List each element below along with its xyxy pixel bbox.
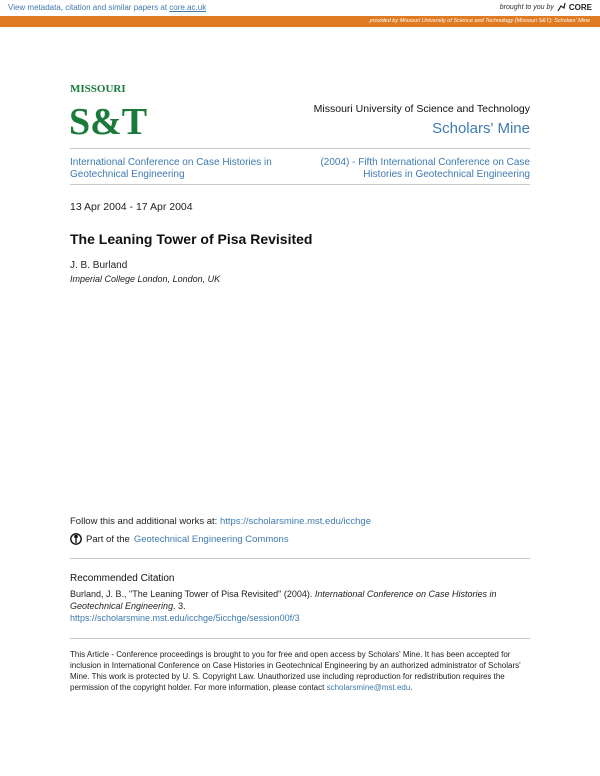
- part-of-label: Part of the: [86, 533, 130, 545]
- conference-date: 13 Apr 2004 - 17 Apr 2004: [70, 201, 193, 213]
- collections-divider: [70, 184, 530, 185]
- network-logo-icon: [70, 533, 82, 545]
- citation-block: [70, 588, 530, 624]
- follow-line: [70, 516, 371, 527]
- citation-journal: International Conference on Case Histories in Geotechnical Engineering: [70, 589, 497, 611]
- repository-name[interactable]: Scholars' Mine: [432, 120, 530, 137]
- notice-end: .: [410, 683, 413, 692]
- core-metadata-text: [8, 3, 206, 12]
- access-notice: [70, 649, 530, 693]
- collection-right-line1: (2004) - Fifth International Conference on Case: [320, 157, 530, 168]
- header-divider: [70, 148, 530, 149]
- commons-link[interactable]: Geotechnical Engineering Commons: [133, 533, 289, 545]
- missouri-st-logo: [69, 82, 148, 143]
- follow-label: Follow this and additional works at:: [70, 516, 218, 527]
- institution-name: Missouri University of Science and Technology: [313, 103, 530, 115]
- core-metadata-label: View metadata, citation and similar papers at: [8, 3, 168, 12]
- logo-main-text: S&T: [69, 101, 148, 143]
- brought-by-text: brought to you by: [499, 3, 554, 11]
- citation-heading: Recommended Citation: [70, 573, 175, 584]
- core-branding[interactable]: [500, 2, 592, 12]
- citation-divider: [70, 558, 530, 559]
- collection-left-line1: International Conference on Case Histories in: [70, 157, 272, 168]
- provider-bar: [0, 16, 600, 27]
- contact-email-link[interactable]: scholarsmine@mst.edu: [326, 683, 411, 692]
- core-brand-text: CORE: [568, 2, 592, 12]
- follow-link[interactable]: https://scholarsmine.mst.edu/icchge: [219, 516, 371, 527]
- notice-body: This Article - Conference proceedings is brought to you for free and open access by Scholars' Mine. It has been accepted for inclusion in International Conference on Case Histories in Geotechnical Engineering by an authorized administrator of Scholars' Mine. This work is protected by U. S. Copyright Law. Unauthorized use including reproduction for redistribution requires the permission of the copyright holder. For more information, please contact: [70, 650, 521, 692]
- author-affiliation: Imperial College London, London, UK: [70, 274, 221, 284]
- part-of-line: [70, 533, 289, 545]
- collection-right-line2: Histories in Geotechnical Engineering: [363, 169, 530, 180]
- provider-text[interactable]: provided by Missouri University of Science and Technology (Missouri S&T): Scholars' Mine: [369, 18, 590, 24]
- notice-divider: [70, 638, 530, 639]
- citation-suffix: . 3.: [173, 601, 186, 611]
- paper-title: The Leaning Tower of Pisa Revisited: [70, 231, 313, 247]
- core-logo-icon: [557, 2, 566, 12]
- collection-link-conference[interactable]: [70, 157, 300, 181]
- collection-link-fifth-conference[interactable]: [290, 157, 530, 181]
- core-top-bar: [0, 0, 600, 16]
- citation-url[interactable]: https://scholarsmine.mst.edu/icchge/5icchge/session00f/3: [70, 613, 300, 623]
- collection-left-line2: Geotechnical Engineering: [70, 169, 185, 180]
- citation-text: Burland, J. B., "The Leaning Tower of Pisa Revisited" (2004).: [70, 589, 313, 599]
- author-name: J. B. Burland: [70, 260, 128, 271]
- core-link[interactable]: core.ac.uk: [169, 3, 207, 12]
- logo-top-text: MISSOURI: [70, 83, 126, 95]
- missouri-st-logo-icon: [69, 82, 148, 143]
